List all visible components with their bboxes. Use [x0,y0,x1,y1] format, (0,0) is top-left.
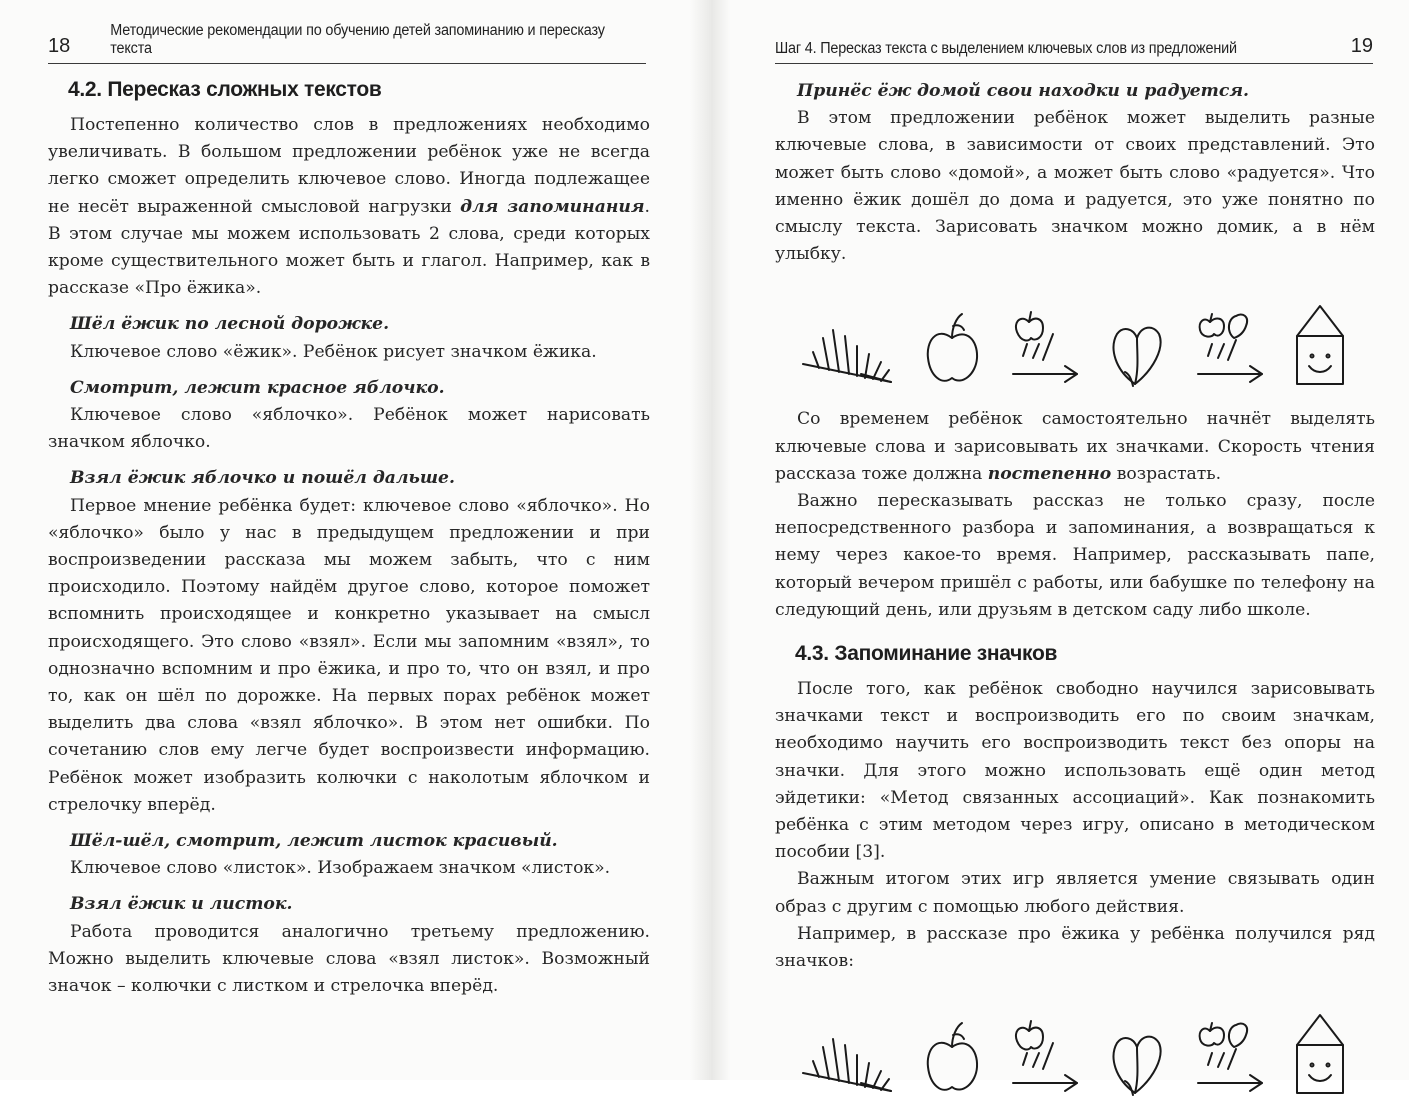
leaf-icon [1107,1027,1167,1097]
left-page [0,0,700,1080]
example-sentence-3: Взял ёжик яблочко и пошёл дальше. [70,468,455,489]
example-comment-1: Ключевое слово «ёжик». Ребёнок рисует значком ёжика. [70,341,597,362]
left-page-content [48,74,650,1000]
paragraph-memorizing: После того, как ребёнок свободно научился зарисовывать значками текст и воспроизводить его по своим значкам, необходимо научить его воспроизводить текст без опоры на значки. Для этого можно использовать ещё один метод эйдетики: «Метод связанных ассоциаций». Как познакомить ребёнка с этим методом через игру, описано в методическом пособии [3]. [775,679,1375,863]
spacer [775,388,1375,406]
paragraph-result: Важным итогом этих игр является умение связывать один образ с другим с помощью любого действия. [775,869,1375,917]
left-page-number: 18 [48,35,71,57]
right-page-number: 19 [1350,35,1373,57]
leaf-on-spikes-arrow-icon [1194,1017,1266,1097]
apple-icon [922,1021,982,1097]
example-comment-2: Ключевое слово «яблочко». Ребёнок может нарисовать значком яблочко. [48,405,650,453]
icon-sequence-2 [775,997,1375,1097]
example-sentence-2: Смотрит, лежит красное яблочко. [70,377,445,398]
paragraph-speed: Со временем ребёнок самостоятельно начнёт выделять ключевые слова и зарисовывать их значками. Скорость чтения рассказа тоже должна постепенно возрастать. [775,409,1375,484]
apple-on-spikes-arrow-icon [1009,308,1081,388]
apple-icon [922,312,982,388]
intro-emphasis: для запоминания [460,196,645,217]
example-comment-4: Ключевое слово «листок». Изображаем значком «листок». [70,858,611,879]
right-page-content [775,74,1375,1097]
left-running-head: Методические рекомендации по обучению детей запоминанию и пересказу текста [110,22,606,57]
leaf-icon [1107,318,1167,388]
apple-on-spikes-arrow-icon [1009,1017,1081,1097]
hedgehog-icon [799,1033,895,1097]
paragraph-speed-emphasis: постепенно [987,463,1112,484]
example-comment-3: Первое мнение ребёнка будет: ключевое слово «яблочко». Но «яблочко» было у нас в предыдущем предложении и при воспроизведении рассказа мы можем забыть, что с ним происходило. Поэтому найдём другое слово, которое поможет вспомнить происходящее и конкретно указывает на смысл происходящего. Это слово «взял». Если мы запомним «взял», то однозначно вспомним и про ёжика, и про то, что он взял, и про то, как он шёл по дорожке. На первых порах ребёнок может выделить два слова «взял яблочко». В этом нет ошибки. По сочетанию слов ему легче будет воспроизвести информацию. Ребёнок может изобразить колючки с наколотым яблочком и стрелочку вперёд. [48,495,650,815]
right-running-head: Шаг 4. Пересказ текста с выделением ключевых слов из предложений [775,40,1237,57]
paragraph-retelling: Важно пересказывать рассказ не только сразу, после непосредственного разбора и запоминания, а возвращаться к нему через какое-то время. Например, рассказывать папе, который вечером пришёл с работы, или бабушке по телефону на следующий день, или друзьям в детском саду либо школе. [775,491,1375,620]
leaf-on-spikes-arrow-icon [1194,308,1266,388]
left-running-header [48,22,646,64]
example-sentence-4: Шёл-шёл, смотрит, лежит листок красивый. [70,831,558,852]
right-page [705,0,1409,1080]
right-running-header [775,28,1373,64]
example-sentence-6: Принёс ёж домой свои находки и радуется. [797,81,1249,101]
section-title-4-2: 4.2. Пересказ сложных текстов [68,78,382,101]
paragraph-example: Например, в рассказе про ёжика у ребёнка получился ряд значков: [775,923,1375,972]
house-smile-icon [1293,304,1347,388]
example-comment-6: В этом предложении ребёнок может выделить разные ключевые слова, в зависимости от своих представлений. Это может быть слово «домой», а может быть слово «радуется». Что именно ёжик дошёл до дома и радуется, это уже понятно по смыслу текста. Зарисовать значком можно домик, а в нём улыбку. [775,108,1375,265]
example-comment-5: Работа проводится аналогично третьему предложению. Можно выделить ключевые слова «взял листок». Возможный значок – колючки с листком и стрелочка вперёд. [48,921,650,997]
hedgehog-icon [799,324,895,388]
intro-paragraph: Постепенно количество слов в предложениях необходимо увеличивать. В большом предложении ребёнок уже не всегда легко сможет определить ключевое слово. Иногда подлежащее не несёт выраженной смысловой нагрузки для запоминания. В этом случае мы можем использовать 2 слова, среди которых кроме существительного может быть и глагол. Например, как в рассказе «Про ёжика». [48,115,650,299]
example-sentence-5: Взял ёжик и листок. [70,894,293,915]
section-title-4-3: 4.3. Запоминание значков [795,642,1058,666]
example-sentence-1: Шёл ёжик по лесной дорожке. [70,314,390,335]
house-smile-icon [1293,1013,1347,1097]
icon-sequence-1 [775,288,1375,388]
